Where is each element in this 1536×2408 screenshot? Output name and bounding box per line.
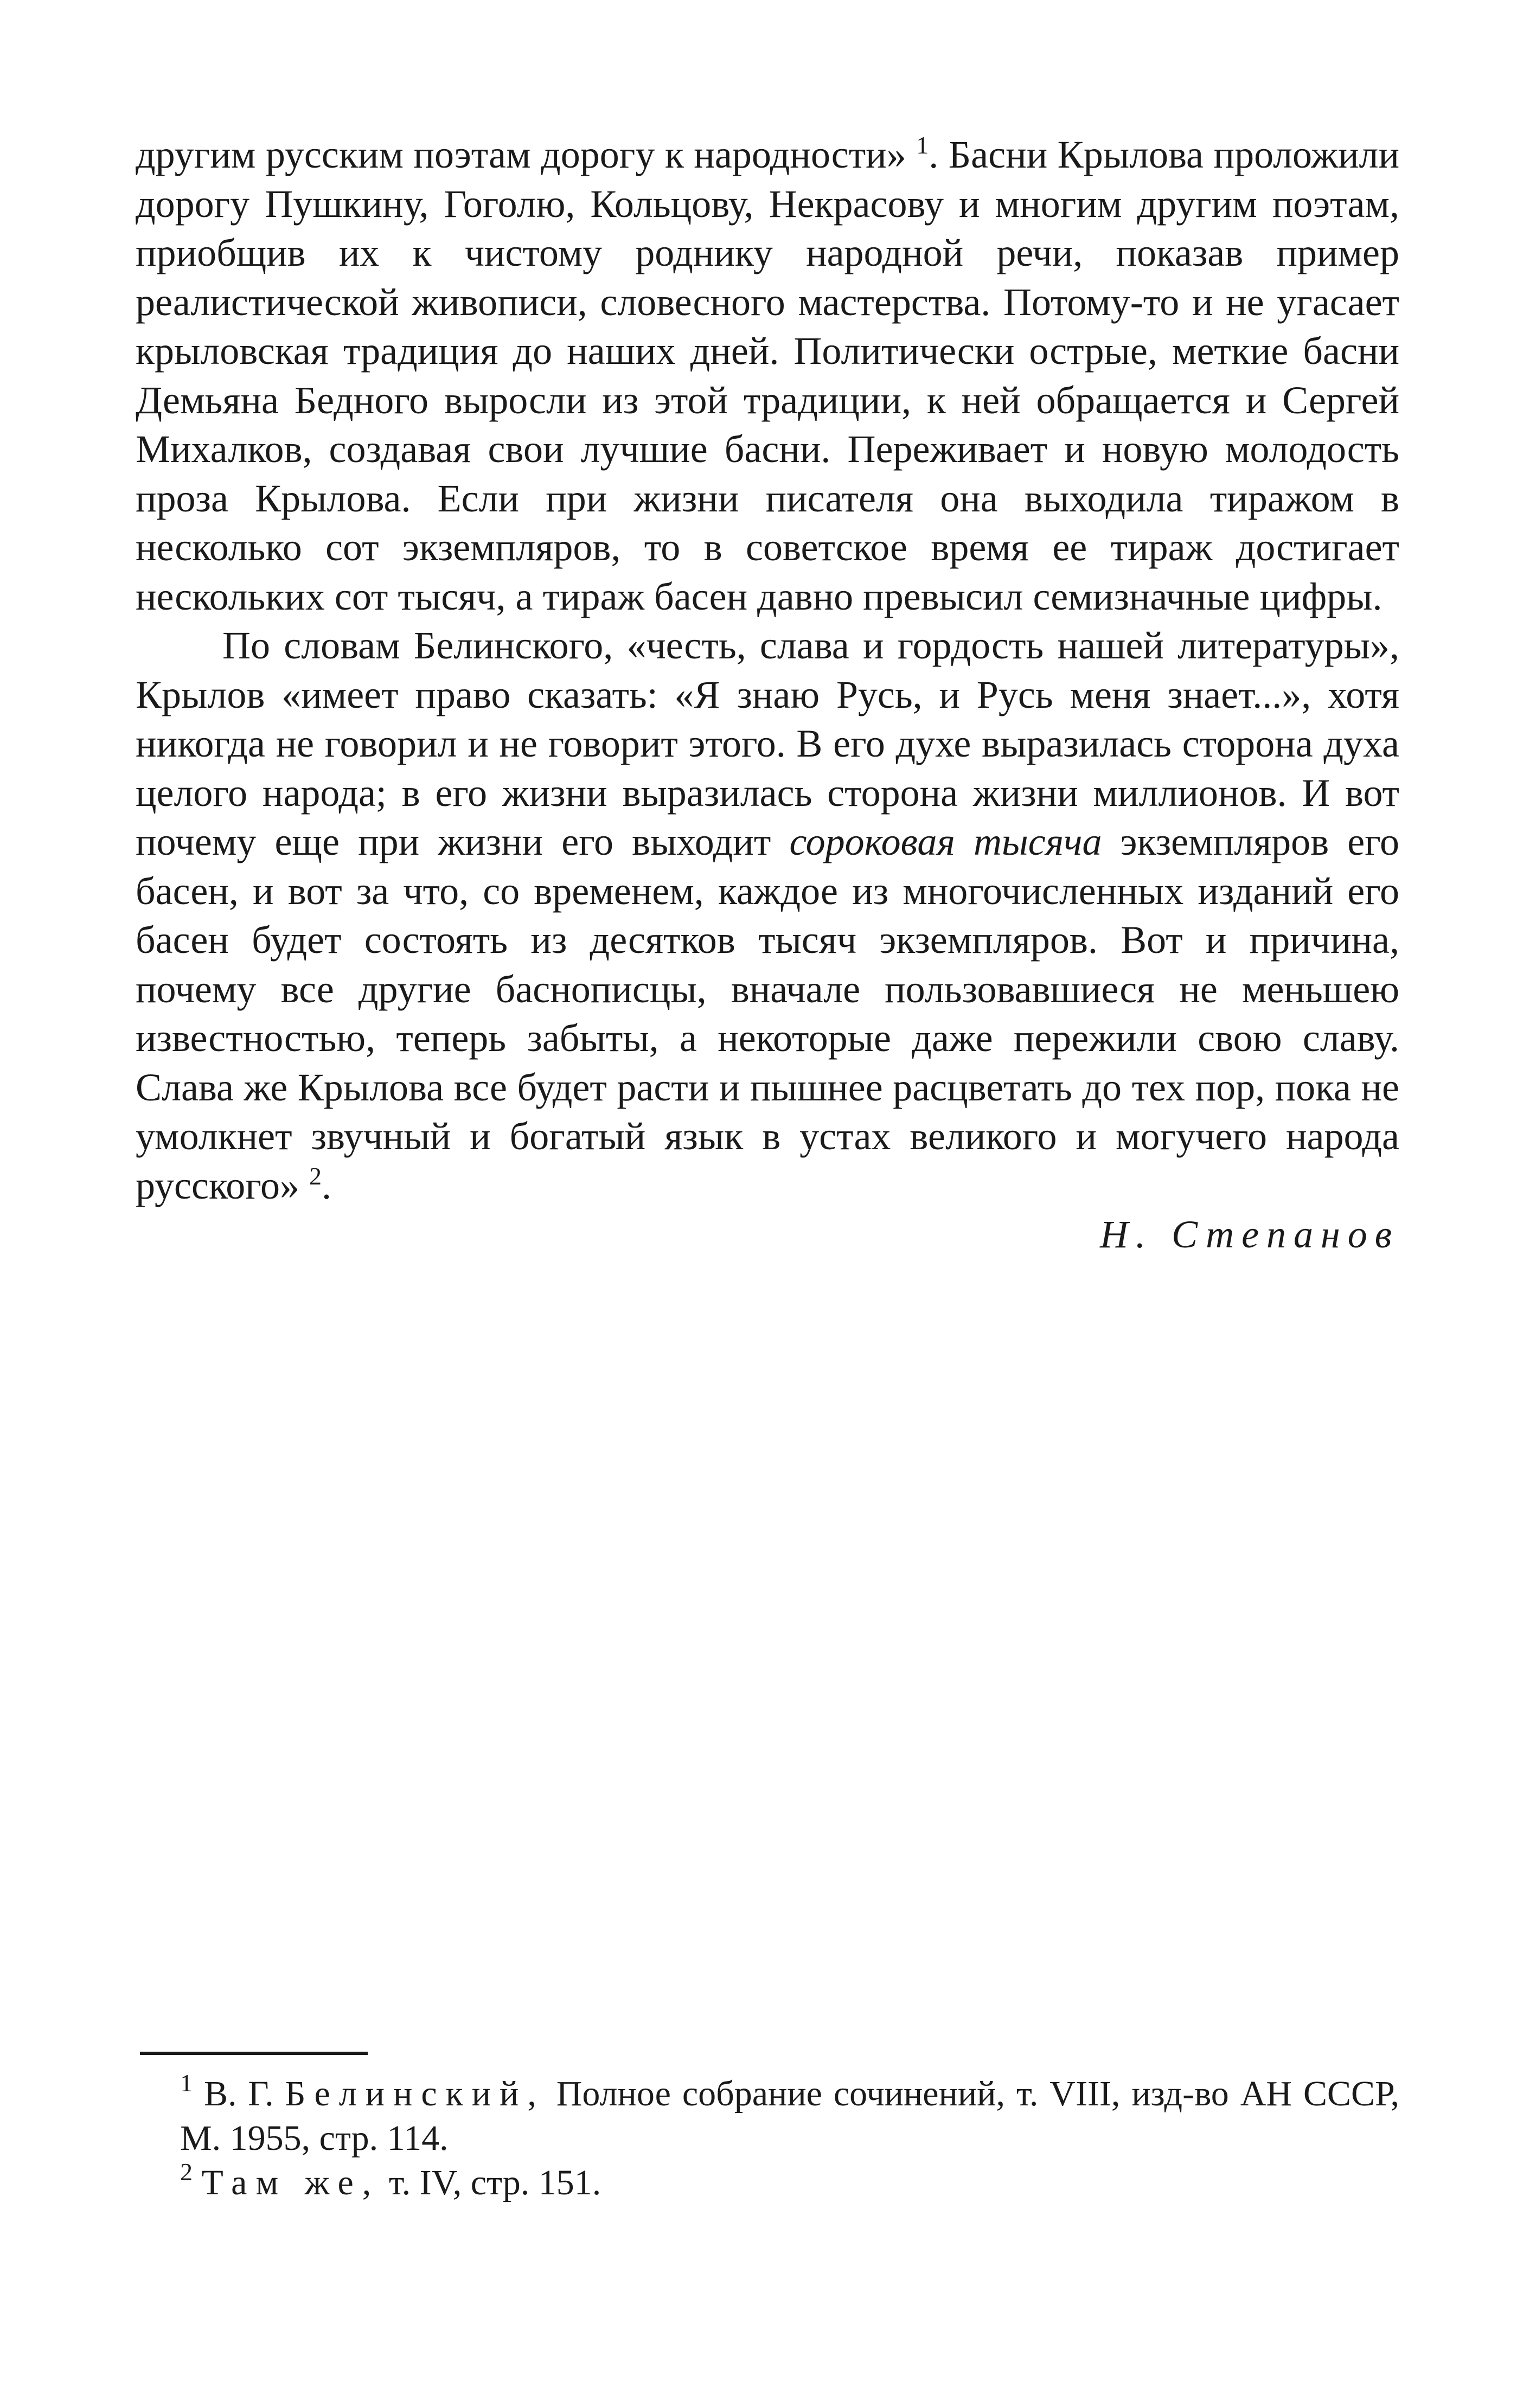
signature-name: Степанов: [1172, 1213, 1399, 1256]
footnote-1: [136, 2069, 1400, 2161]
author-signature: [136, 1210, 1399, 1259]
paragraph-2: [136, 621, 1399, 1210]
footnote-1-text: Полное собрание сочинений, т. VIII, изд-во АН СССР, М. 1955, стр. 114.: [180, 2074, 1400, 2158]
footnote-1-initials: В. Г.: [203, 2074, 274, 2114]
footnote-2: [136, 2158, 1399, 2205]
footnote-ref-2[interactable]: 2: [309, 1162, 322, 1190]
paragraph-2-start: По словам Белинского, «честь, слава и гордость нашей литературы», Крылов «имеет право сказать: «Я знаю Русь, и Русь меня знает...», хотя никогда не говорил и не говорит этого. В его духе выразилась сторона духа целого народа; в его жизни выразилась сторона жизни миллионов. И вот почему еще при жизни его выходит: [136, 624, 1399, 863]
paragraph-1: [136, 130, 1399, 621]
footnote-1-author: Белинский,: [285, 2074, 545, 2114]
footnotes: [136, 2069, 1400, 2205]
footnote-1-number: 1: [180, 2069, 193, 2097]
signature-initial: Н.: [1100, 1213, 1154, 1256]
paragraph-2-middle: экземпляров его басен, и вот за что, со временем, каждое из многочисленных изданий его басен будет состоять из десятков тысяч экземпляров. Вот и причина, почему все другие баснописцы, вначале пользовавшиеся не меньшею известностью, теперь забыты, а некоторые даже пережили свою славу. Слава же Крылова все будет расти и пышнее расцветать до тех пор, пока не умолкнет звучный и богатый язык в устах великого и могучего народа русского»: [136, 820, 1399, 1207]
footnote-ref-1[interactable]: 1: [916, 131, 929, 159]
paragraph-1-rest: . Басни Крылова проложили дорогу Пушкину, Гоголю, Кольцову, Некрасову и многим другим поэтам, приобщив их к чистому роднику народной речи, показав пример реалистической живописи, словесного мастерства. Потому-то и не угасает крыловская традиция до наших дней. Политически острые, меткие басни Демьяна Бедного выросли из этой традиции, к ней обращается и Сергей Михалков, создавая свои лучшие басни. Переживает и новую молодость проза Крылова. Если при жизни писателя она выходила тиражом в несколько сот экземпляров, то в советское время ее тираж достигает нескольких сот тысяч, а тираж басен давно превысил семизначные цифры.: [136, 133, 1400, 618]
footnote-2-ibid: Там же,: [201, 2163, 380, 2202]
footnote-2-number: 2: [180, 2158, 193, 2186]
footnote-2-text: т. IV, стр. 151.: [388, 2163, 601, 2202]
main-text: [136, 130, 1399, 1259]
paragraph-2-end: .: [322, 1163, 332, 1207]
paragraph-1-start: другим русским поэтам дорогу к народности»: [136, 133, 906, 176]
paragraph-2-italic: сороковая тысяча: [789, 820, 1102, 863]
footnote-divider: [140, 2052, 368, 2055]
